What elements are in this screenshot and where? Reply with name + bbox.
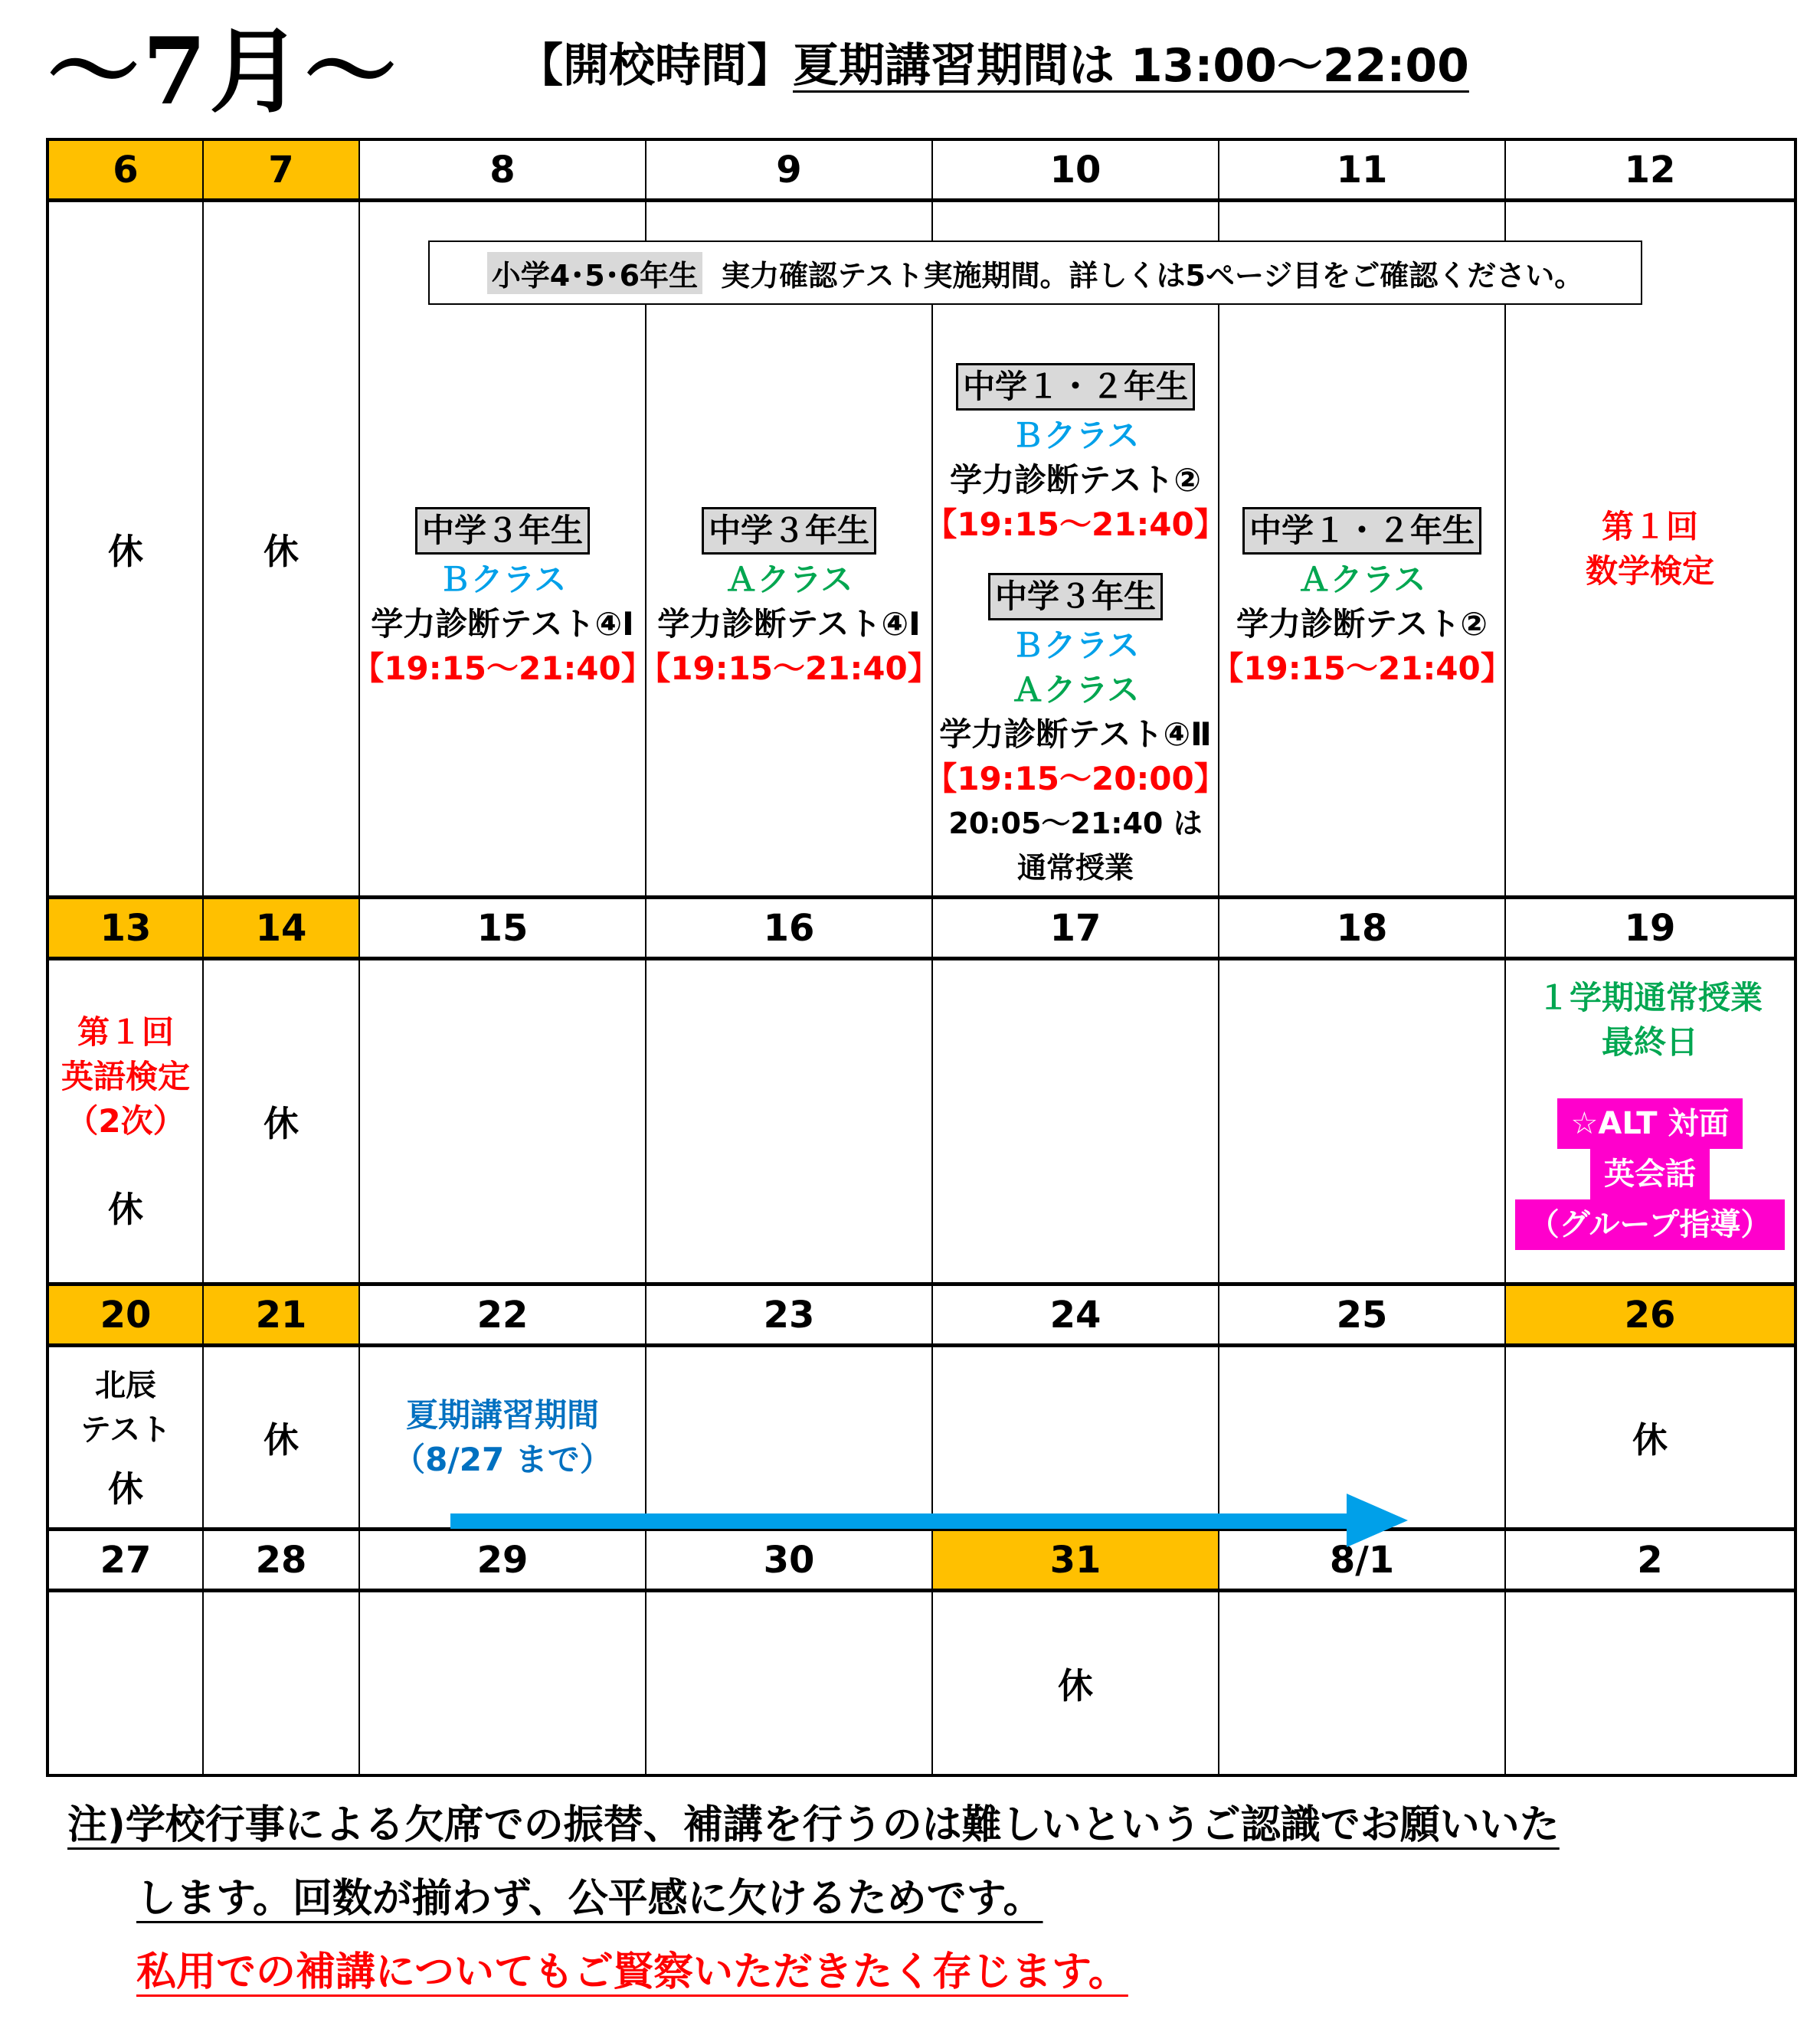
notice-grade: 小学4･5･6年生: [487, 252, 702, 294]
event-label: テスト: [80, 1412, 172, 1448]
day-body: [1506, 1347, 1794, 1531]
day-body: [638, 202, 940, 899]
alt-badge: （グループ指導）: [1515, 1199, 1786, 1250]
header-text: 夏期講習期間は 13:00～22:00: [793, 39, 1469, 93]
event-label: 数学検定: [1585, 551, 1714, 590]
date-cell: 28: [204, 1531, 360, 1592]
date-cell: 20: [49, 1286, 204, 1347]
grade-tag: 中学３年生: [702, 507, 876, 555]
date-cell: 27: [49, 1531, 204, 1592]
day-body: [49, 1347, 204, 1531]
date-cell: 13: [49, 899, 204, 960]
class-label: Ｂクラス: [1011, 627, 1140, 664]
closed-label: 休: [108, 1468, 143, 1510]
date-cell: 29: [360, 1531, 646, 1592]
time-label: 【19:15～21:40】: [638, 649, 940, 687]
date-cell: 2: [1506, 1531, 1794, 1592]
grade-tag: 中学１・２年生: [956, 363, 1195, 411]
day-body: [1506, 202, 1794, 899]
closed-label: 休: [108, 1189, 143, 1230]
date-cell: 6: [49, 141, 204, 202]
test-label: 学力診断テスト④Ⅱ: [939, 715, 1212, 753]
day-body: [49, 202, 204, 899]
grade-tag: 中学３年生: [988, 573, 1163, 620]
time-label: 【19:15～21:40】: [352, 649, 653, 687]
time-label: 【19:15～20:00】: [925, 760, 1226, 797]
note-line: します。回数が揃わず、公平感に欠けるためです。: [136, 1876, 1043, 1922]
date-cell: 16: [646, 899, 933, 960]
alt-badge: 英会話: [1590, 1149, 1710, 1199]
date-cell: 8: [360, 141, 646, 202]
day-body: [360, 1592, 646, 1774]
closed-label: 休: [264, 530, 299, 572]
day-body: [352, 202, 653, 899]
day-body: [49, 960, 204, 1286]
date-cell: 12: [1506, 141, 1794, 202]
date-cell: 21: [204, 1286, 360, 1347]
closed-label: 休: [1058, 1664, 1093, 1706]
event-label: １学期通常授業: [1537, 979, 1763, 1016]
test-label: 学力診断テスト②: [950, 461, 1201, 499]
day-body: [1211, 202, 1513, 899]
day-body: [646, 1592, 933, 1774]
note-label: 20:05～21:40 は: [948, 807, 1203, 840]
test-label: 学力診断テスト②: [1236, 604, 1488, 643]
note-label: 通常授業: [1016, 851, 1134, 885]
date-cell: 25: [1219, 1286, 1506, 1347]
class-label: Ａクラス: [1298, 560, 1426, 598]
event-label: （8/27 まで）: [393, 1441, 612, 1478]
date-cell: 7: [204, 141, 360, 202]
day-body: [1219, 1592, 1506, 1774]
date-cell: 22: [360, 1286, 646, 1347]
header-prefix: 【開校時間】: [517, 39, 793, 93]
day-body: [1506, 960, 1794, 1286]
day-body: [646, 960, 933, 1286]
notice-text: 実力確認テスト実施期間。詳しくは5ページ目をご確認ください。: [721, 258, 1584, 293]
class-label: Ａクラス: [725, 560, 853, 598]
date-cell: 9: [646, 141, 933, 202]
day-body: [204, 960, 360, 1286]
date-cell: 24: [933, 1286, 1219, 1347]
date-cell: 23: [646, 1286, 933, 1347]
day-body: [204, 1347, 360, 1531]
class-label: Ａクラス: [1011, 671, 1140, 708]
day-body: [204, 1592, 360, 1774]
day-body: [933, 1592, 1219, 1774]
test-label: 学力診断テスト④Ⅰ: [657, 604, 921, 643]
event-label: （2次）: [66, 1102, 185, 1140]
event-label: 最終日: [1601, 1023, 1698, 1061]
date-cell: 26: [1506, 1286, 1794, 1347]
event-label: 北辰: [95, 1367, 156, 1403]
class-label: Ｂクラス: [438, 560, 567, 598]
notice-box: [428, 241, 1642, 305]
event-label: 第１回: [77, 1013, 174, 1051]
date-cell: 19: [1506, 899, 1794, 960]
test-label: 学力診断テスト④Ⅰ: [371, 604, 634, 643]
note-line: 私用での補講についてもご賢察いただきたく存じます。: [136, 1949, 1128, 1995]
alt-badge: ☆ALT 対面: [1557, 1098, 1743, 1149]
day-body: [204, 202, 360, 899]
grade-tag: 中学１・２年生: [1242, 507, 1481, 555]
date-cell: 18: [1219, 899, 1506, 960]
closed-label: 休: [264, 1419, 299, 1461]
date-cell: 17: [933, 899, 1219, 960]
opening-hours-header: [517, 35, 1469, 97]
date-cell: 8/1: [1219, 1531, 1506, 1592]
date-cell: 31: [933, 1531, 1219, 1592]
event-label: 第１回: [1601, 507, 1698, 545]
class-label: Ｂクラス: [1011, 417, 1140, 454]
day-body: [1219, 960, 1506, 1286]
day-body: [49, 1592, 204, 1774]
day-body: [925, 202, 1226, 899]
grade-tag: 中学３年生: [415, 507, 590, 555]
date-cell: 15: [360, 899, 646, 960]
time-label: 【19:15～21:40】: [925, 506, 1226, 543]
summer-course-arrow: [450, 1494, 1408, 1547]
date-cell: 11: [1219, 141, 1506, 202]
date-cell: 30: [646, 1531, 933, 1592]
closed-label: 休: [1632, 1419, 1668, 1461]
day-body: [360, 960, 646, 1286]
note-line: 注)学校行事による欠席での振替、補講を行うのは難しいというご認識でお願いいた: [67, 1802, 1560, 1848]
event-label: 英語検定: [61, 1058, 190, 1095]
day-body: [1506, 1592, 1794, 1774]
day-body: [933, 960, 1219, 1286]
date-cell: 14: [204, 899, 360, 960]
month-title: ～7月～: [47, 18, 400, 126]
closed-label: 休: [264, 1103, 299, 1144]
event-label: 夏期講習期間: [405, 1396, 599, 1434]
closed-label: 休: [108, 530, 143, 572]
notes: [67, 1788, 1560, 2009]
date-cell: 10: [933, 141, 1219, 202]
time-label: 【19:15～21:40】: [1211, 649, 1513, 687]
